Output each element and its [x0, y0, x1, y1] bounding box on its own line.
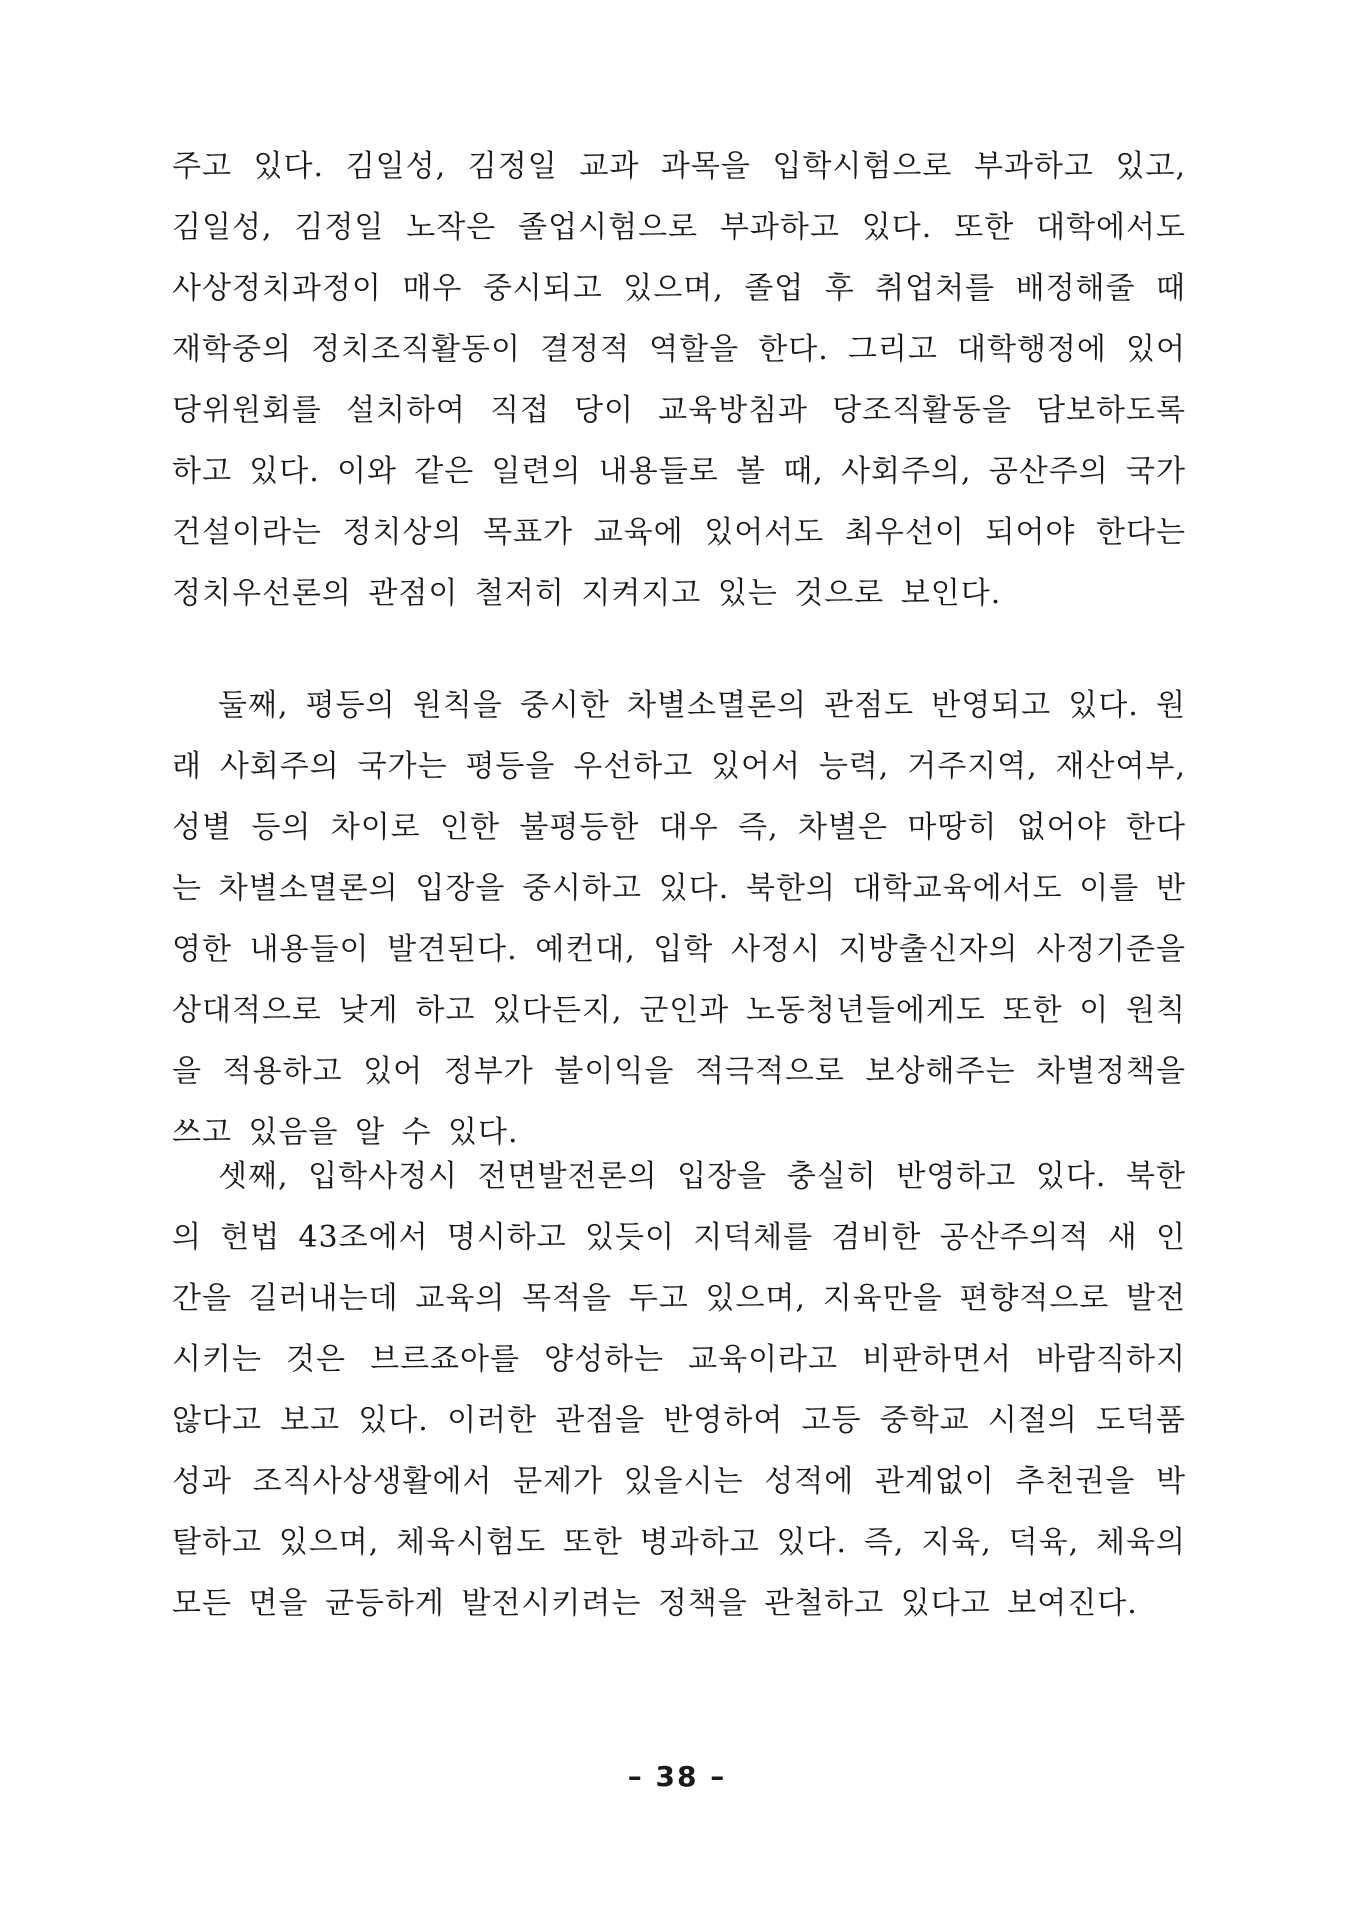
paragraph-2: 둘째, 평등의 원칙을 중시한 차별소멸론의 관점도 반영되고 있다. 원래 사회주의 국가는 평등을 우선하고 있어서 능력, 거주지역, 재산여부, 성별 등의 차이로 인한 불평등한 대우 즉, 차별은 마땅히 없어야 한다는 차별소멸론의 입장을 중시하고 있다. 북한의 대학교육에서도 이를 반영한 내용들이 발견된다. 예컨대, 입학 사정시 지방출신자의 사정기준을 상대적으로 낮게 하고 있다든지, 군인과 노동청년들에게도 또한 이 원칙을 적용하고 있어 정부가 불이익을 적극적으로 보상해주는 차별정책을 쓰고 있음을 알 수 있다.: [172, 688, 1186, 1150]
page-number: – 38 –: [627, 1760, 727, 1793]
paragraph-3: 셋째, 입학사정시 전면발전론의 입장을 충실히 반영하고 있다. 북한의 헌법 43조에서 명시하고 있듯이 지덕체를 겸비한 공산주의적 새 인간을 길러내는데 교육의 목적을 두고 있으며, 지육만을 편향적으로 발전시키는 것은 브르죠아를 양성하는 교육이라고 비판하면서 바람직하지 않다고 보고 있다. 이러한 관점을 반영하여 고등 중학교 시절의 도덕품성과 조직사상생활에서 문제가 있을시는 성적에 관계없이 추천권을 박탈하고 있으며, 체육시험도 또한 병과하고 있다. 즉, 지육, 덕육, 체육의 모든 면을 균등하게 발전시키려는 정책을 관철하고 있다고 보여진다.: [172, 1159, 1186, 1621]
paragraph-1: 주고 있다. 김일성, 김정일 교과 과목을 입학시험으로 부과하고 있고, 김일성, 김정일 노작은 졸업시험으로 부과하고 있다. 또한 대학에서도 사상정치과정이 매우 중시되고 있으며, 졸업 후 취업처를 배정해줄 때 재학중의 정치조직활동이 결정적 역할을 한다. 그리고 대학행정에 있어 당위원회를 설치하여 직접 당이 교육방침과 당조직활동을 담보하도록 하고 있다. 이와 같은 일련의 내용들로 볼 때, 사회주의, 공산주의 국가건설이라는 정치상의 목표가 교육에 있어서도 최우선이 되어야 한다는 정치우선론의 관점이 철저히 지켜지고 있는 것으로 보인다.: [172, 149, 1186, 611]
